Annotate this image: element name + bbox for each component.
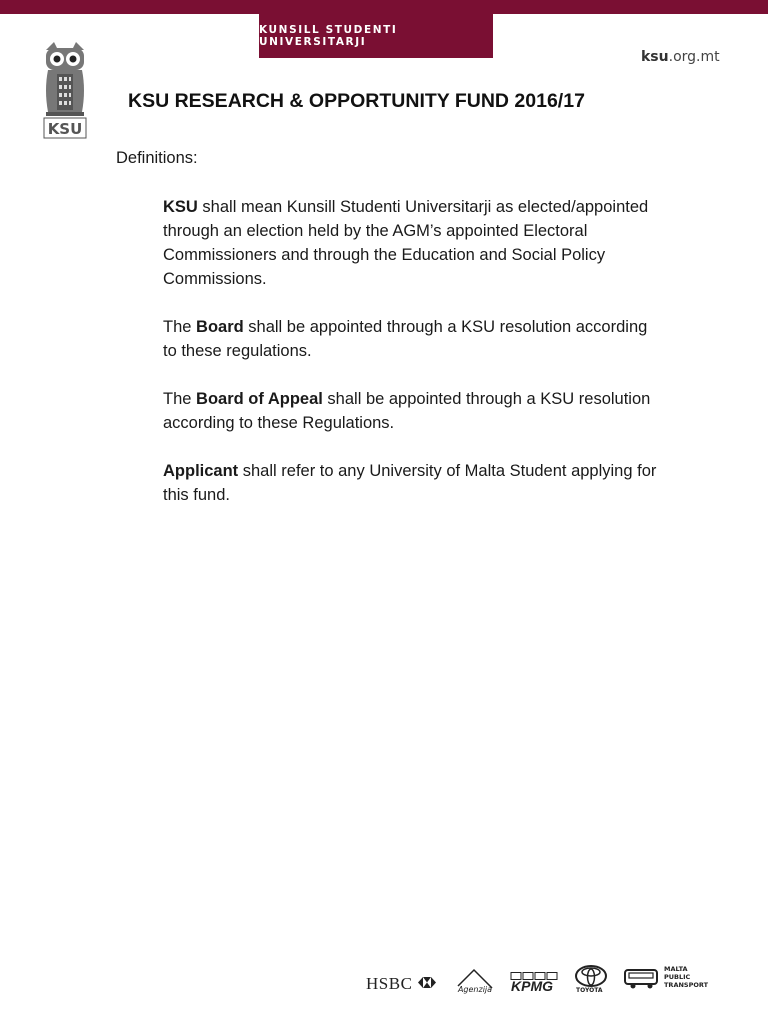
site-url-rest: .org.mt bbox=[668, 49, 720, 65]
definition-item bbox=[163, 315, 663, 363]
site-url bbox=[641, 49, 720, 65]
agenzija-logo-text: Agenzija bbox=[457, 985, 493, 994]
toyota-emblem-icon bbox=[574, 965, 608, 987]
definition-prefix: The bbox=[163, 318, 197, 336]
definition-term: KSU bbox=[163, 198, 198, 216]
toyota-text: TOYOTA bbox=[576, 987, 603, 994]
site-url-bold: ksu bbox=[641, 49, 669, 65]
definition-text: shall be appointed through a KSU resolution according to these Regulations. bbox=[163, 390, 651, 432]
definition-term: Board of Appeal bbox=[196, 390, 323, 408]
ksu-banner bbox=[259, 14, 493, 58]
mpt-text bbox=[664, 965, 708, 989]
definition-text: shall mean Kunsill Studenti Universitarji as elected/appointed through an election held by the AGM’s appointed Electoral Commissioners and through the Education and Social Policy Commissions. bbox=[163, 198, 649, 288]
banner-text: KUNSILL STUDENTI UNIVERSITARJI bbox=[259, 24, 398, 48]
sponsor-logos bbox=[362, 964, 712, 996]
definition-text: shall be appointed through a KSU resolution according to these regulations. bbox=[163, 318, 648, 360]
ksu-owl-logo-icon bbox=[40, 40, 90, 140]
definitions-list bbox=[163, 195, 663, 531]
definitions-label: Definitions: bbox=[116, 149, 198, 167]
kpmg-text: KPMG bbox=[511, 978, 553, 994]
bus-icon bbox=[624, 968, 660, 990]
hsbc-logo: HSBC bbox=[366, 974, 413, 993]
definition-item bbox=[163, 387, 663, 435]
definition-prefix: The bbox=[163, 390, 197, 408]
mpt-line-1: MALTA bbox=[664, 965, 688, 973]
document-title: KSU RESEARCH & OPPORTUNITY FUND 2016/17 bbox=[128, 90, 585, 112]
mpt-line-3: TRANSPORT bbox=[664, 981, 709, 989]
agenzija-logo-icon bbox=[454, 966, 496, 996]
definition-term: Board bbox=[196, 318, 244, 336]
toyota-logo bbox=[574, 965, 608, 995]
mpt-line-2: PUBLIC bbox=[664, 973, 691, 981]
definition-text: shall refer to any University of Malta Student applying for this fund. bbox=[163, 462, 657, 504]
kpmg-logo bbox=[510, 972, 560, 994]
definition-item bbox=[163, 195, 663, 291]
definition-term: Applicant bbox=[163, 462, 239, 480]
top-brand-bar bbox=[0, 0, 768, 14]
hsbc-hexagon-icon bbox=[418, 977, 436, 988]
malta-public-transport-logo bbox=[624, 964, 714, 994]
definition-item bbox=[163, 459, 663, 507]
logo-ksu-text: KSU bbox=[47, 120, 83, 138]
